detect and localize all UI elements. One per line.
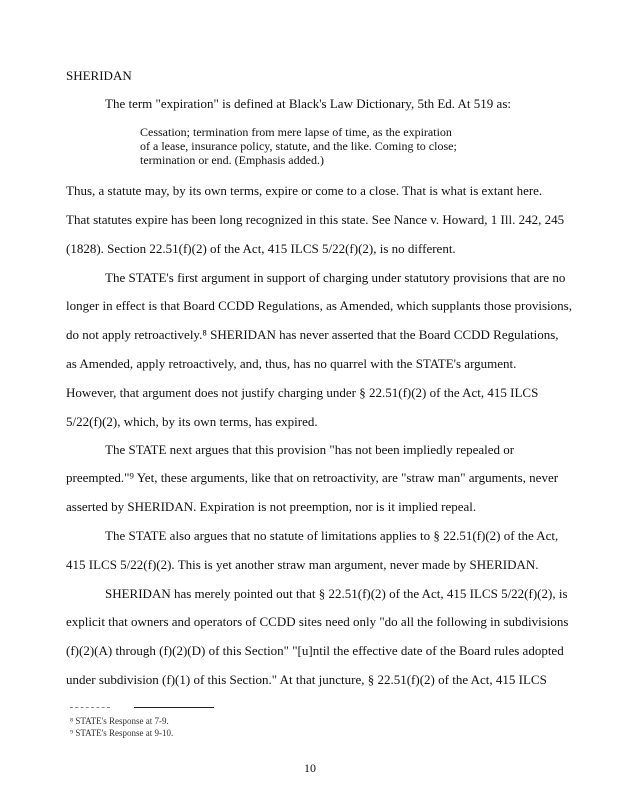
footnote: ⁸ STATE's Response at 7-9. (70, 716, 169, 726)
paragraph-line: asserted by SHERIDAN. Expiration is not preemption, nor is it implied repeal. (66, 499, 477, 514)
paragraph-line: do not apply retroactively.⁸ SHERIDAN has never asserted that the Board CCDD Regulations, (66, 327, 559, 342)
paragraph-line: 5/22(f)(2), which, by its own terms, has expired. (66, 414, 318, 429)
footnote-separator (134, 707, 214, 708)
paragraph-line: However, that argument does not justify charging under § 22.51(f)(2) of the Act, 415 ILCS (66, 385, 539, 400)
block-quote-line: of a lease, insurance policy, statute, and the like. Coming to close; (140, 139, 457, 153)
block-quote-line: Cessation; termination from mere lapse of time, as the expiration (140, 125, 452, 139)
footnote: ⁹ STATE's Response at 9-10. (70, 728, 174, 738)
paragraph-line: Thus, a statute may, by its own terms, expire or come to a close. That is what is extant here. (66, 183, 543, 198)
paragraph-line: (f)(2)(A) through (f)(2)(D) of this Section" "[u]ntil the effective date of the Board rules adopted (66, 643, 564, 658)
paragraph-line: 415 ILCS 5/22(f)(2). This is yet another straw man argument, never made by SHERIDAN. (66, 557, 539, 572)
paragraph-line: preempted."⁹ Yet, these arguments, like that on retroactivity, are "straw man" arguments, never (66, 470, 559, 485)
paragraph-line: The STATE also argues that no statute of limitations applies to § 22.51(f)(2) of the Act, (105, 528, 559, 543)
paragraph-line: (1828). Section 22.51(f)(2) of the Act, 415 ILCS 5/22(f)(2), is no different. (66, 241, 456, 256)
page-number: 10 (304, 761, 316, 775)
paragraph-line: The STATE next argues that this provision "has not been impliedly repealed or (105, 442, 515, 457)
paragraph-line: The term "expiration" is defined at Black's Law Dictionary, 5th Ed. At 519 as: (105, 96, 511, 111)
paragraph-line: under subdivision (f)(1) of this Section." At that juncture, § 22.51(f)(2) of the Act, 415 ILCS (66, 672, 547, 687)
footnote-separator-dash (70, 707, 110, 708)
paragraph-line: SHERIDAN has merely pointed out that § 22.51(f)(2) of the Act, 415 ILCS 5/22(f)(2), is (105, 586, 568, 601)
paragraph-line: as Amended, apply retroactively, and, thus, has no quarrel with the STATE's argument. (66, 356, 517, 371)
paragraph-line: longer in effect is that Board CCDD Regulations, as Amended, which supplants those provisions, (66, 298, 572, 313)
block-quote-line: termination or end. (Emphasis added.) (140, 153, 324, 167)
paragraph-line: That statutes expire has been long recognized in this state. See Nance v. Howard, 1 Ill. 242, 245 (66, 212, 565, 227)
page-header-name: SHERIDAN (66, 68, 132, 83)
paragraph-line: The STATE's first argument in support of charging under statutory provisions that are no (105, 270, 566, 285)
paragraph-line: explicit that owners and operators of CCDD sites need only "do all the following in subdivisions (66, 614, 569, 629)
